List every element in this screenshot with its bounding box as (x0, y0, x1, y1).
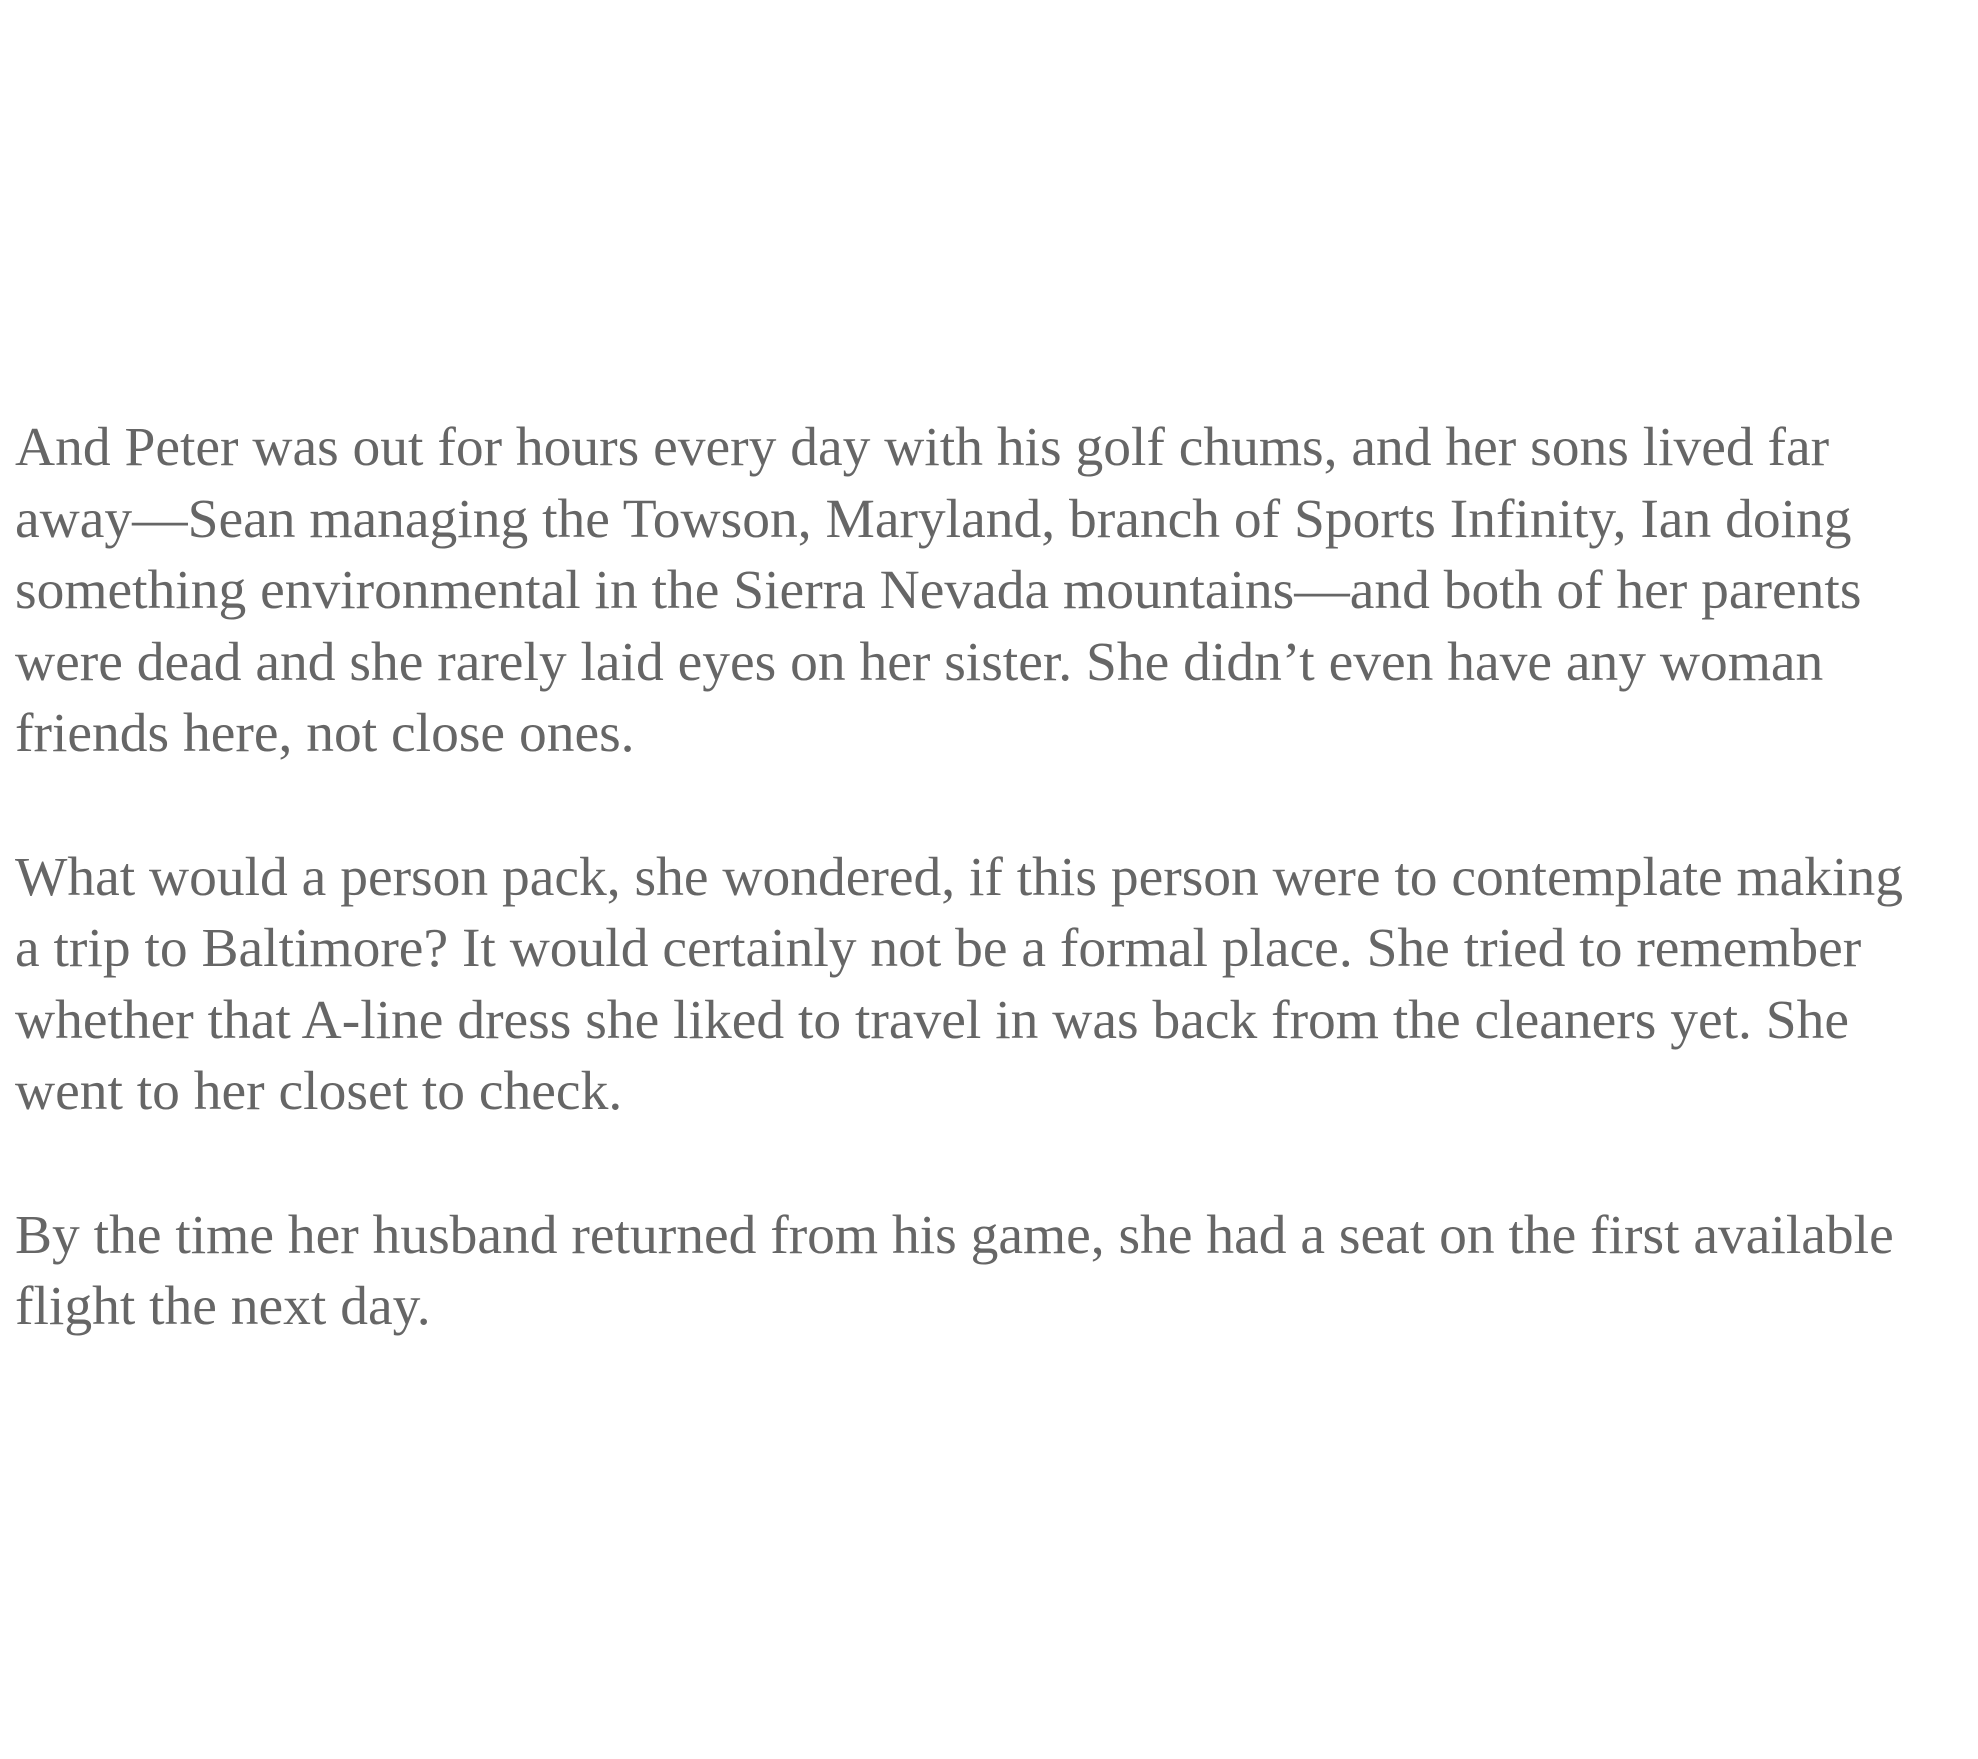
text-line: And Peter was out for hours every day with his golf chums, and her sons lived far (15, 417, 1830, 478)
text-line: something environmental in the Sierra Nevada mountains—and both of her parents (15, 560, 1862, 621)
text-line: friends here, not close ones. (15, 703, 635, 764)
text-line: What would a person pack, she wondered, if this person were to contemplate making (15, 846, 1903, 908)
text-line: a trip to Baltimore? It would certainly not be a formal place. She tried to remember (15, 918, 1862, 979)
text-line: were dead and she rarely laid eyes on her sister. She didn’t even have any woman (15, 631, 1824, 693)
text-line: away—Sean managing the Towson, Maryland, branch of Sports Infinity, Ian doing (15, 488, 1852, 550)
text-line: By the time her husband returned from his game, she had a seat on the first available (15, 1204, 1894, 1266)
paragraph-3 (15, 1200, 1975, 1343)
text-line: whether that A-line dress she liked to travel in was back from the cleaners yet. She (15, 989, 1849, 1051)
body-text (15, 412, 1975, 1343)
text-line: flight the next day. (15, 1276, 431, 1337)
paragraph-1 (15, 412, 1975, 770)
paragraph-2 (15, 842, 1975, 1128)
text-line: went to her closet to check. (15, 1061, 623, 1122)
